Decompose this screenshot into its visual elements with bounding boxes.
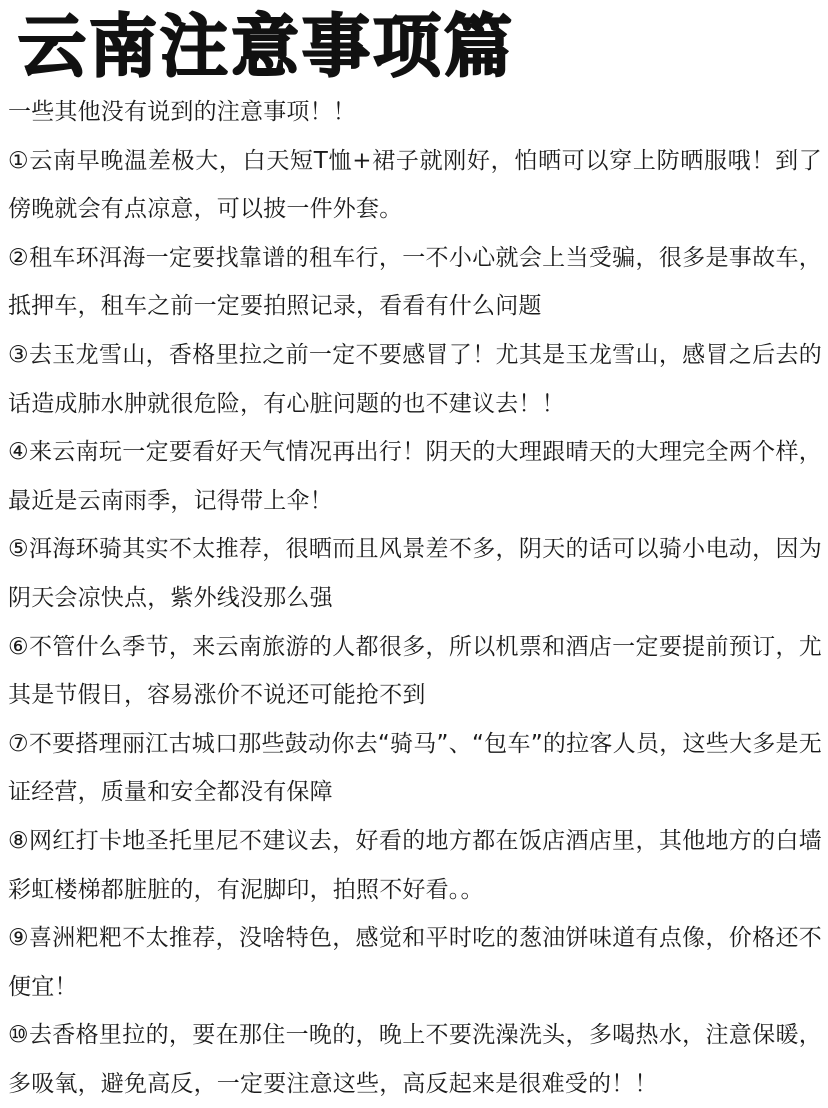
tip-item-1: ①云南早晚温差极大，白天短T恤+裙子就刚好，怕晒可以穿上防晒服哦！到了傍晚就会有点凉意，可以披一件外套。 [8,147,822,223]
page-title: 云南注意事项篇 [18,8,516,87]
tip-item-3: ③去玉龙雪山，香格里拉之前一定不要感冒了！尤其是玉龙雪山，感冒之后去的话造成肺水肿就很危险，有心脏问题的也不建议去！！ [8,341,822,417]
tip-item-5: ⑤洱海环骑其实不太推荐，很晒而且风景差不多，阴天的话可以骑小电动，因为阴天会凉快点，紫外线没那么强 [8,536,822,611]
tip-item-8: ⑧网红打卡地圣托里尼不建议去，好看的地方都在饭店酒店里，其他地方的白墙彩虹楼梯都脏脏的，有泥脚印，拍照不好看。。 [8,827,822,903]
tip-item-10: ⑩去香格里拉的，要在那住一晚的，晚上不要洗澡洗头，多喝热水，注意保暖，多吸氧，避免高反，一定要注意这些，高反起来是很难受的！！ [8,1022,822,1097]
tip-item-4: ④来云南玩一定要看好天气情况再出行！阴天的大理跟晴天的大理完全两个样，最近是云南雨季，记得带上伞！ [8,439,822,514]
tip-item-9: ⑨喜洲粑粑不太推荐，没啥特色，感觉和平时吃的葱油饼味道有点像，价格还不便宜！ [8,925,822,1000]
intro-text: 一些其他没有说到的注意事项！！ [8,99,356,125]
tip-item-7: ⑦不要搭理丽江古城口那些鼓动你去“骑马”、“包车”的拉客人员，这些大多是无证经营，质量和安全都没有保障 [8,730,822,806]
tip-item-6: ⑥不管什么季节，来云南旅游的人都很多，所以机票和酒店一定要提前预订，尤其是节假日，容易涨价不说还可能抢不到 [8,633,822,709]
tip-item-2: ②租车环洱海一定要找靠谱的租车行，一不小心就会上当受骗，很多是事故车，抵押车，租车之前一定要拍照记录，看看有什么问题 [8,244,822,320]
tips-content [8,88,822,1108]
